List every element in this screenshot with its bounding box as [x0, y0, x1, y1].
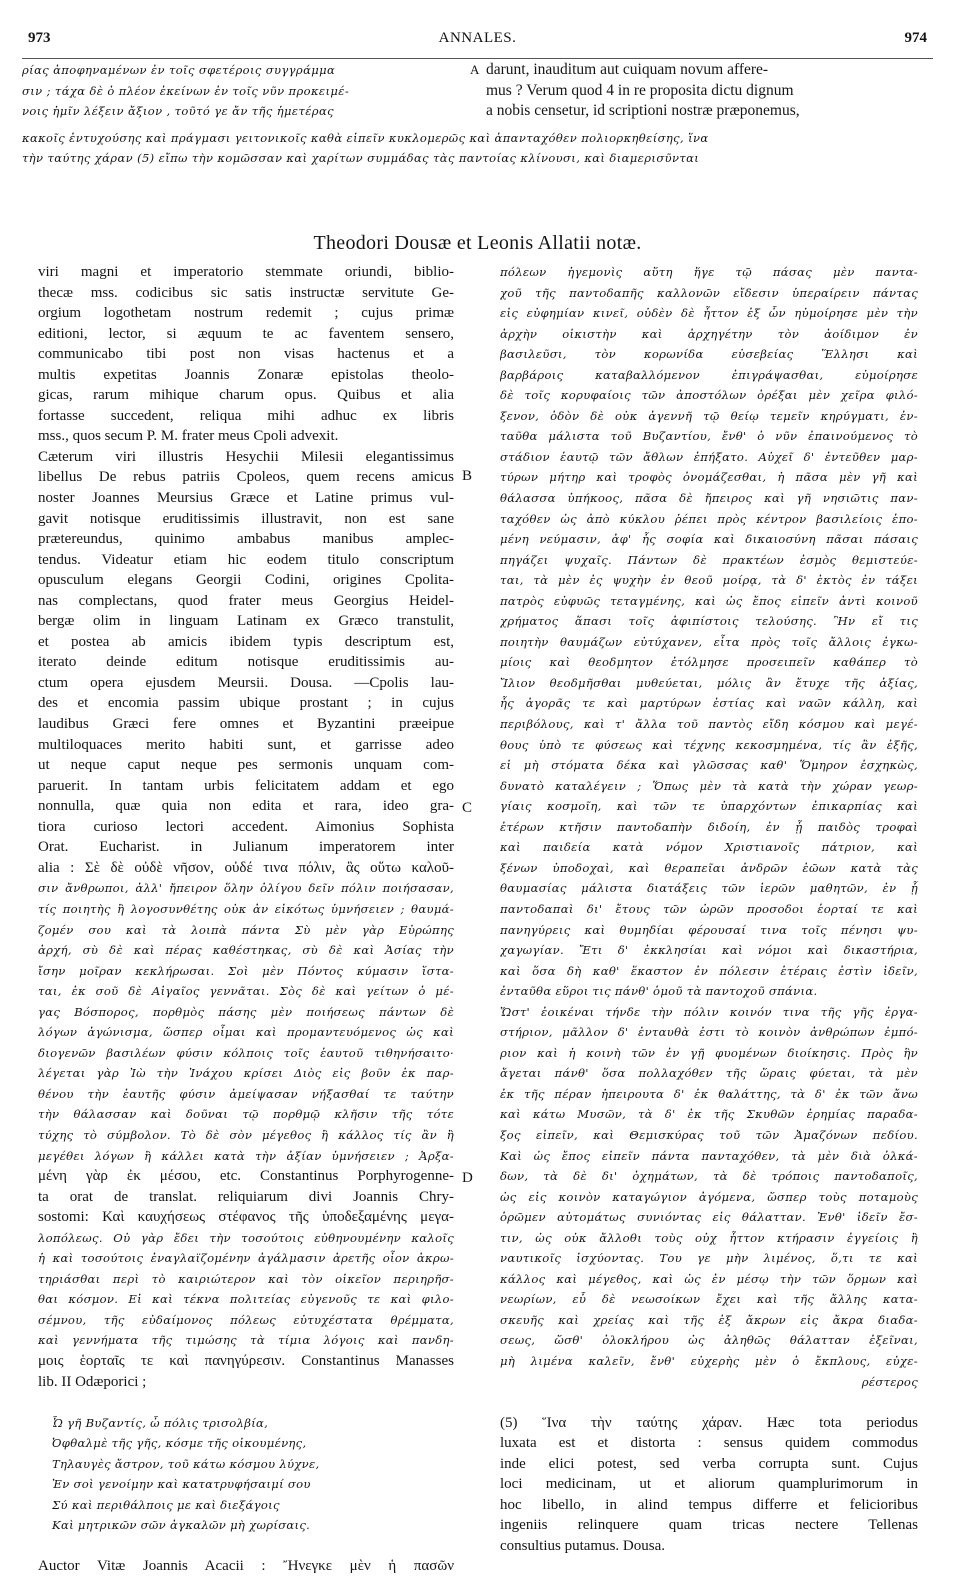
page-header	[28, 30, 927, 54]
text-line: σιν ἄνθρωποι, ἀλλ' ἤπειρον ὅλην ὀλίγου δεῖν πόλιν ποιήσασαν,	[38, 881, 454, 896]
greek-text: σιν ; τάχα δὲ ὁ πλέον ἐκείνων ἐν τοῖς νῦν προκειμέ-	[22, 83, 350, 98]
text-line: noster Joannes Meursius Græce et Latine primus vul-	[38, 490, 454, 507]
text-line: μεγέθει λόγων ἢ κάλλει κατὰ τὴν ἀξίαν ὑμνήσειεν ; Ἀρξα-	[38, 1148, 454, 1163]
text-line: θαι κόσμον. Εἰ καὶ τέκνα πολιτείας εὐγενοῦς τε καὶ φιλο-	[38, 1292, 454, 1307]
text-line: γας Βόσπορος, πορθμὸς πάσης μὲν ποιήσεως πάντων δὲ	[38, 1004, 454, 1019]
text-line: (5) Ἵνα τὴν ταύτης χάραν. Hæc tota periodus	[500, 1414, 918, 1431]
text-line: εἰ μὴ στόματα δέκα καὶ γλῶσσας καθ' Ὅμηρον ἐσχηκὼς,	[500, 758, 918, 773]
text-line: ta orat de translat. reliquiarum divi Joannis Chry-	[38, 1188, 454, 1205]
text-line: μίοις καὶ θεοδμητον ἐτόλμησε προσειπεῖν καθάπερ τὸ	[500, 655, 918, 670]
text-line: θαυμασίας μάλιστα διατάξεις τῶν ἱερῶν μαθητῶν, ἐν ᾗ	[500, 881, 918, 896]
text-line: ξενον, ὁδὸν δὲ οὐκ ἀγεννῆ τῷ θείῳ τεμεῖν κηρύγματι, ἐν-	[500, 408, 918, 423]
text-line: καὶ παιδεία κατὰ νόμον Χριστιανοῖς πάτριον, καὶ	[500, 840, 918, 855]
text-line: ναυτικοῖς ἰσχύοντας. Του γε μὴν λιμένος, ὅ,τι τε καὶ	[500, 1251, 918, 1266]
text-line: ἡ καὶ τοσούτοις ἐναγλαϊζομένην ἀγάλμασιν ἀρετῆς οἶον ἀκρω-	[38, 1251, 454, 1266]
text-line: consultius putamus. Dousa.	[500, 1537, 665, 1554]
text-line: ἧς ἀγορᾶς τε καὶ μαρτύρων ἑστίας καὶ ναῶν κάλλη, καὶ	[500, 696, 918, 711]
text-line: διογενῶν βασιλέων φύσιν κόλποις τοῖς ἑαυτοῦ τιθηνήσαιτο·	[38, 1045, 454, 1060]
text-line: fortasse succedent, reliqua mihi adhuc ex libris	[38, 407, 454, 424]
text-line: mss., quos secum P. M. frater meus Cpoli advexit.	[38, 428, 339, 445]
text-line: καὶ ὅσα δὴ καθ' ἕκαστον ἐν πόλεσιν ἑτέραις ἐστὶν ἰδεῖν,	[500, 963, 918, 978]
line-spacer	[500, 1392, 918, 1413]
text-line: Orat. Eucharist. in Julianum imperatorem inter	[38, 839, 454, 856]
text-line: des et encomia passim ubique prostant ; in cujus	[38, 695, 454, 712]
text-line: ut neque caput neque pes sermonis unquam com-	[38, 757, 454, 774]
text-line: ταῦθα μάλιστα τοῦ Βυζαντίου, ἔνθ' ὁ νῦν ἐπαινούμενος τὸ	[500, 429, 918, 444]
text-line: sostomi: Καὶ καυχήσεως στέφανος τῆς ὑποδεξαμένης μεγα-	[38, 1209, 454, 1226]
text-line	[22, 148, 931, 169]
text-line: prætereundus, quinimo ambabus manibus amplec-	[38, 531, 454, 548]
text-line: Ὥστ' ἐοικέναι τήνδε τὴν πόλιν κοινόν τινα τῆς γῆς ἐργα-	[500, 1004, 918, 1019]
text-line: τίς ποιητὴς ἢ λογοσυνθέτης οὐκ ἀν εἰκότως ὑμνήσειεν ; θαυμά-	[38, 901, 454, 916]
text-line: παντοδαπαὶ δι' ἔτους τῶν ὡρῶν προσοδοι ἑορταί τε καὶ	[500, 901, 918, 916]
text-line: paruerit. In tantam urbis felicitatem addam et ego	[38, 777, 454, 794]
text-line: laudibus Græci fere omnes et Byzantini præeipue	[38, 716, 454, 733]
verse-line: Καὶ μητρικῶν σῶν ἀγκαλῶν μὴ χωρίσαις.	[52, 1518, 311, 1533]
text-line: ἐτέρων κτῆσιν παντοδαπὴν διδοίη, ἐν ᾗ παιδὸς τροφαὶ	[500, 819, 918, 834]
text-line: χρήματος ἅπασι τοῖς ἀφιπίστοις τελούσης. Ἣν εἴ τις	[500, 614, 918, 629]
margin-letter-d: D	[462, 1170, 473, 1186]
text-line: iterato deinde editum notisque eruditissimis au-	[38, 654, 454, 671]
text-line: λέγεται γὰρ Ἰὼ τὴν Ἰνάχου κρίσει Διὸς εἰς βοῦν ἐκ παρ-	[38, 1066, 454, 1081]
text-line	[22, 60, 931, 81]
text-line: Auctor Vitæ Joannis Acacii : Ἤνεγκε μὲν ἡ πασῶν	[38, 1558, 454, 1575]
text-line: τιν, ὡς οὐκ ἄλλοθι τοὺς οὐχ ἧττον κτήρασιν ἐγγείοις ἢ	[500, 1230, 918, 1245]
greek-full-line: τὴν ταύτης χάραν (5) εἴπω τὴν κομῶσσαν καὶ χαρίτων συμμάδας τὰς παντοίας κλίνουσι, καὶ διαμερισῦνται	[22, 151, 700, 165]
verse-line: Ἐν σοὶ γενοίμην καὶ κατατρυφήσαιμί σου	[52, 1477, 311, 1492]
text-line: μὴ λιμένα καλεῖν, ἔνθ' εὐχερὴς μὲν ὁ ἔκπλους, εὐχε-	[500, 1353, 918, 1368]
running-title: ANNALES.	[438, 30, 517, 46]
text-line: στάδιον ἑαυτῷ τῶν ἄθλων ἐπήξατο. Αὐχεῖ δ' ἐντεῦθεν μαρ-	[500, 449, 918, 464]
verse-line: Ὦ γῆ Βυζαντίς, ὦ πόλις τρισολβία,	[52, 1415, 269, 1430]
text-line: libellus De rebus patriis Cpoleos, quem recens amicus	[38, 469, 454, 486]
line-spacer	[38, 1536, 454, 1557]
margin-letter-a: A	[470, 62, 480, 77]
text-line: σεως, ὥσθ' ὁλοκλήρου ὡς ἀληθῶς θάλατταν ἐξεῖναι,	[500, 1333, 918, 1348]
verse-line: Σύ καὶ περιθάλποις με καὶ διεξάγοις	[52, 1497, 280, 1512]
line-spacer	[38, 1392, 454, 1413]
text-line: ὁρῶμεν αὐτομάτως συνιόντας εἰς θάλατταν. Ἐνθ' ἰδεῖν ἔσ-	[500, 1210, 918, 1225]
text-line: viri magni et imperatorio stemmate oriundi, biblio-	[38, 264, 454, 280]
text-line: δὲ τοῖς κορυφαίοις τῶν ἀποστόλων ὀρέξαι μὲν χεῖρα φιλό-	[500, 388, 918, 403]
text-line: μένη νεύμασιν, ἀφ' ἧς σοφία καὶ δικαιοσύνη πᾶσαι πάσαις	[500, 532, 918, 547]
text-line: gavit notisque eruditissimis illustravit, non est sane	[38, 510, 454, 527]
page-number-right: 974	[904, 30, 927, 46]
text-line: βασιλεῦσι, τὸν κορωνίδα εὐσεβείας Ἕλλησι καὶ	[500, 347, 918, 362]
text-line: nonnulla, quæ quia non edita et rara, ideo gra-	[38, 798, 454, 815]
text-line: καὶ γεννήματα τῆς τιμώσης τὰ τίμια λόγοις καὶ πανδη-	[38, 1333, 454, 1348]
text-line: λόγων ἀγώνισμα, ὥσπερ οἶμαι καὶ προμαντευόμενος ὡς καὶ	[38, 1025, 454, 1040]
page-number-left: 973	[28, 30, 51, 46]
text-line: gicas, rarum mihique charum opus. Quibus et alia	[38, 387, 454, 404]
text-line: ὡς εἰς κοινὸν καταγώγιον ἀγόμενα, ὥσπερ τοὺς ποταμοὺς	[500, 1189, 918, 1204]
margin-letter-c: C	[462, 800, 473, 816]
text-line: lib. II Odæporici ;	[38, 1373, 147, 1390]
text-line: νεωρίων, εὖ δὲ νεωσοίκων ἔχει καὶ τῆς ἄλλης κατα-	[500, 1292, 918, 1307]
text-line: luxata est et distorta : sensus quidem commodus	[500, 1435, 918, 1452]
margin-letter-b: B	[462, 468, 473, 484]
text-line: ποιητὴν θαυμάζων εὐτύχανεν, εἶτα πρὸς τοῖς ἄλλοις ἐγκω-	[500, 634, 918, 649]
text-line: Ἴλιον θεοδμῆσθαι μυθεύεται, μόλις ἂν ἔτυχε τῆς ἀξίας,	[500, 675, 918, 690]
greek-full-line: κακοῖς ἐντυχούσης καὶ πράγμασι γειτονικοῖς καθὰ εἰπεῖν κυκλομερῶς καὶ ἁπανταχόθεν πολιορκηθείσης, ἵνα	[22, 130, 709, 145]
text-line: ἴσην μοῖραν κεκλήρωσαι. Σοὶ μὲν Πόντος κύμασιν ἵστα-	[38, 963, 454, 978]
text-line: loci medicinam, ut et aliorum quamplurimorum in	[500, 1476, 918, 1493]
text-line: communicabo tibi post non visas hactenus et a	[38, 346, 454, 363]
text-line: πηγάζει ψυχαῖς. Πάντων δὲ πρακτέων ἐσμὸς θεμιστεύε-	[500, 552, 918, 567]
text-line: editioni, lector, si æquum te ac faventem sensero,	[38, 325, 454, 342]
header-rule	[22, 58, 933, 59]
text-line: multiloquaces merito habiti sunt, et garrisse adeo	[38, 736, 454, 753]
text-line: opusculum elegans Georgii Codini, origines Cpolita-	[38, 572, 454, 589]
text-line: χαγωγίαν. Ἔτι δ' ἐκκλησίαι καὶ νόμοι καὶ δικαστήρια,	[500, 943, 918, 958]
latin-text: mus ? Verum quod 4 in re proposita dictu dignum	[486, 81, 794, 99]
text-line: τύχης τὸ σύμβολον. Τὸ δὲ σὸν μέγεθος ἢ κάλλος τίς ἂν ἢ	[38, 1127, 454, 1142]
text-line: ται, τὰ μὲν ἐς ψυχὴν ἐν θεοῦ μοίρᾳ, τὰ δ' ἐκτὸς ἐν τάξει	[500, 573, 918, 588]
text-line: ξος εἰπεῖν, καὶ Θεμισκύρας τοῦ τῶν Ἀμαζόνων πεδίου.	[500, 1127, 918, 1142]
text-line: λοπόλεως. Οὐ γὰρ ἔδει τὴν τοσούτοις εὐθηνουμένην καλοῖς	[38, 1230, 454, 1245]
text-line: ζομέν σου καὶ τὰ λοιπὰ πάντα Σὺ μὲν γὰρ Εὐρώπης	[38, 922, 454, 937]
text-line: σκευῆς καὶ χρείας καὶ τῆς ἐξ ἄκρων εἰς ἄκρα διαδα-	[500, 1312, 918, 1327]
text-line: ρέστερος	[861, 1374, 918, 1389]
latin-text: darunt, inauditum aut cuiquam novum affere-	[486, 61, 769, 78]
right-column	[500, 262, 918, 1556]
text-line	[22, 101, 931, 122]
text-line: τὴν θάλασσαν καὶ δοῦναι τῷ πορθμῷ κλῆσιν τῆς τότε	[38, 1107, 454, 1122]
text-line: πανηγύρεις καὶ θυμηδίαι φέρουσαί τινα τοῖς πένησι ψυ-	[500, 922, 918, 937]
text-line: ἀρχὴν οἰκιστὴν καὶ ἀρχηγέτην τὸν ἀοίδιμον ἐν	[500, 326, 918, 341]
text-line: ριον καὶ ἡ κοινὴ τῶν ἐν γῇ φυομένων διοίκησις. Πρὸς ἣν	[500, 1045, 918, 1060]
text-line: et postea ab amicis ibidem typis descriptum est,	[38, 633, 454, 650]
text-line: Καὶ ὡς ἔπος εἰπεῖν πάντα πανταχόθεν, τὰ μὲν διὰ ὁλκά-	[500, 1148, 918, 1163]
text-line: bergæ olim in linguam Latinam ex Græco transtulit,	[38, 613, 454, 630]
text-line: τηριάσθαι περὶ τὸ καιριώτερον καὶ τὸν οἰκεῖον περιηρῆσ-	[38, 1271, 454, 1286]
text-line	[22, 128, 931, 149]
text-line: βαρβάροις καταβαλλόμενον ἐπιγράψασθαι, εὐμοίρησε	[500, 367, 918, 382]
text-line: ἐνταῦθα εὕροι τις πάνθ' ὁμοῦ τὰ παντοχοῦ σπάνια.	[500, 984, 818, 999]
text-line	[22, 81, 931, 102]
text-line: nas complectans, quod frater meus Georgius Heidel-	[38, 592, 454, 609]
greek-text: νοις ἡμῖν λέξειν ἄξιον , τοῦτό γε ἄν τῆς ἡμετέρας	[22, 104, 334, 118]
text-line: μοις ἑορταῖς τε καὶ πανηγύρεσιν. Constantinus Manasses	[38, 1352, 454, 1369]
text-line: δων, τὰ δὲ δι' ὀχημάτων, τὰ δὲ τρόποις παντοδαποῖς,	[500, 1169, 918, 1184]
text-line: ctum opera ejusdem Meursii. Dousa. —Cpolis lau-	[38, 674, 454, 691]
text-line: ξένων ὑποδοχαὶ, καὶ θεραπεῖαι ἀνδρῶν ἐῶων κατὰ τὰς	[500, 860, 918, 875]
text-line: δυνατὸ καταλέγειν ; Ὅπως μὲν τὰ κατὰ τὴν χώραν γεωρ-	[500, 778, 918, 793]
verse-line: Τηλαυγὲς ἄστρον, τοῦ κάτω κόσμου λύχνε,	[52, 1456, 320, 1471]
text-line: εἰς εὐφημίαν κινεῖ, οὐδὲν δὲ ἧττον ἐξ ὧν ηὐμοίρησε μὲν τὴν	[500, 306, 918, 321]
notes-title: Theodori Dousæ et Leonis Allatii notæ.	[313, 232, 642, 254]
left-column	[38, 262, 454, 1577]
text-line: alia : Σὲ δὲ οὐδὲ νῆσον, οὐδέ τινα πόλιν, ἃς οὕτω καλοῦ-	[38, 859, 454, 876]
main-text	[22, 60, 931, 169]
text-line: ἐκ τῆς πέραν ἠπειρουτα δ' ἐκ θαλάττης, τὰ δ' ἐκ τῶν ἄνω	[500, 1086, 918, 1101]
text-line: hoc libello, in alind tempus differre et felicioribus	[500, 1496, 918, 1513]
text-line: στήριον, μᾶλλον δ' ἐνταυθὰ ἐστι τὸ κοινὸν ἀνθρώπων ἐμπό-	[500, 1025, 918, 1040]
text-line: χοῦ τῆς παντοδαπῆς καλλονῶν εἴδεσιν ὑπεραίρειν πάντας	[500, 285, 918, 300]
greek-text: ρίας ἀποφηναμένων ἐν τοῖς σφετέροις συγγράμμα	[22, 63, 336, 77]
text-line: ταχόθεν ὡς ἀπὸ κύκλου ῥέπει πρὸς κέντρον βασιλείοις ἑπο-	[500, 511, 918, 526]
text-line: μένη γὰρ ἐκ μέσου, etc. Constantinus Porphyrogenne-	[38, 1168, 454, 1185]
text-line: thecæ mss. codicibus sic satis instructæ servitute Ge-	[38, 284, 454, 301]
text-line: ἀρχή, σὺ δὲ καὶ πέρας καθέστηκας, σὺ δὲ καὶ Ἀσίας τὴν	[38, 943, 454, 958]
text-line: κάλλος καὶ μέγεθος, καὶ ὡς ἐν μέσῳ τὴν τῶν ὅρμων καὶ	[500, 1271, 918, 1286]
text-line: πατρὸς εὐφυῶς τεταγμένης, καὶ ὡς ἔπος εἰπεῖν ἀντὶ κοινοῦ	[500, 593, 918, 608]
text-line: περιβόλους, καὶ τ' ἄλλα τοῦ παντὸς εἴδη κόσμου καὶ μεγέ-	[500, 717, 918, 732]
text-line: σέμνου, τῆς εὐδαίμονος πόλεως εὐτυχέστατα θρέμματα,	[38, 1312, 454, 1327]
text-line: tiora curioso lectori accedent. Aimonius Sophista	[38, 818, 454, 835]
text-line: Cæterum viri illustris Hesychii Milesii elegantissimus	[38, 448, 454, 465]
text-line: ται, ἐκ σοῦ δὲ Αἰγαῖος γεννᾶται. Σὸς δὲ καὶ γείτων ὁ μέ-	[38, 984, 454, 999]
verse-line: Ὀφθαλμὲ τῆς γῆς, κόσμε τῆς οἰκουμένης,	[52, 1436, 307, 1451]
text-line: tendus. Videatur etiam hic eodem titulo conscriptum	[38, 551, 454, 568]
text-line: καὶ κάτω Μυσῶν, τὰ δ' ἐκ τῆς Σκυθῶν ἐρημίας παραδα-	[500, 1107, 918, 1122]
text-line: multis expetitas Joannis Zonaræ epistolas theolo-	[38, 366, 454, 383]
text-line: γίαις κοσμοῖη, καὶ τῶν τε ὑπαρχόντων ἐπικαρπίας καὶ	[500, 799, 918, 814]
text-line: θάλασσα ὑπήκοος, πᾶσα δὲ ἤπειρος καὶ γῆ νησιῶτις παν-	[500, 491, 918, 506]
text-line: ἄγεται πάνθ' ὅσα πολλαχόθεν τῆς ὥραις φύεται, τὰ μὲν	[500, 1066, 918, 1081]
text-line: orgium logothetam nostrum redemit ; cujus primæ	[38, 305, 454, 322]
text-line: πόλεων ἡγεμονὶς αὕτη ἥγε τῷ πάσας μὲν παντα-	[500, 265, 918, 279]
text-line: θένου τὴν ἑαυτῆς φύσιν ἀμείψασαν νήξασθαί τε ταύτην	[38, 1086, 454, 1101]
text-line: θους ὑπὸ τε φύσεως καὶ τέχνης κεκοσμημένα, τίς ἂν ἐξῆς,	[500, 737, 918, 752]
latin-text: a nobis censetur, id scriptioni nostræ præponemus,	[486, 102, 800, 119]
text-line: ingeniis relinquere quam tricas nectere Tellenas	[500, 1517, 918, 1534]
text-line: τύρων μήτηρ καὶ τροφὸς ὀνομάζεσθαι, ἡ πᾶσα μὲν γῆ καὶ	[500, 470, 918, 485]
text-line: inde elici potest, sed verba corrupta sunt. Cujus	[500, 1455, 918, 1472]
